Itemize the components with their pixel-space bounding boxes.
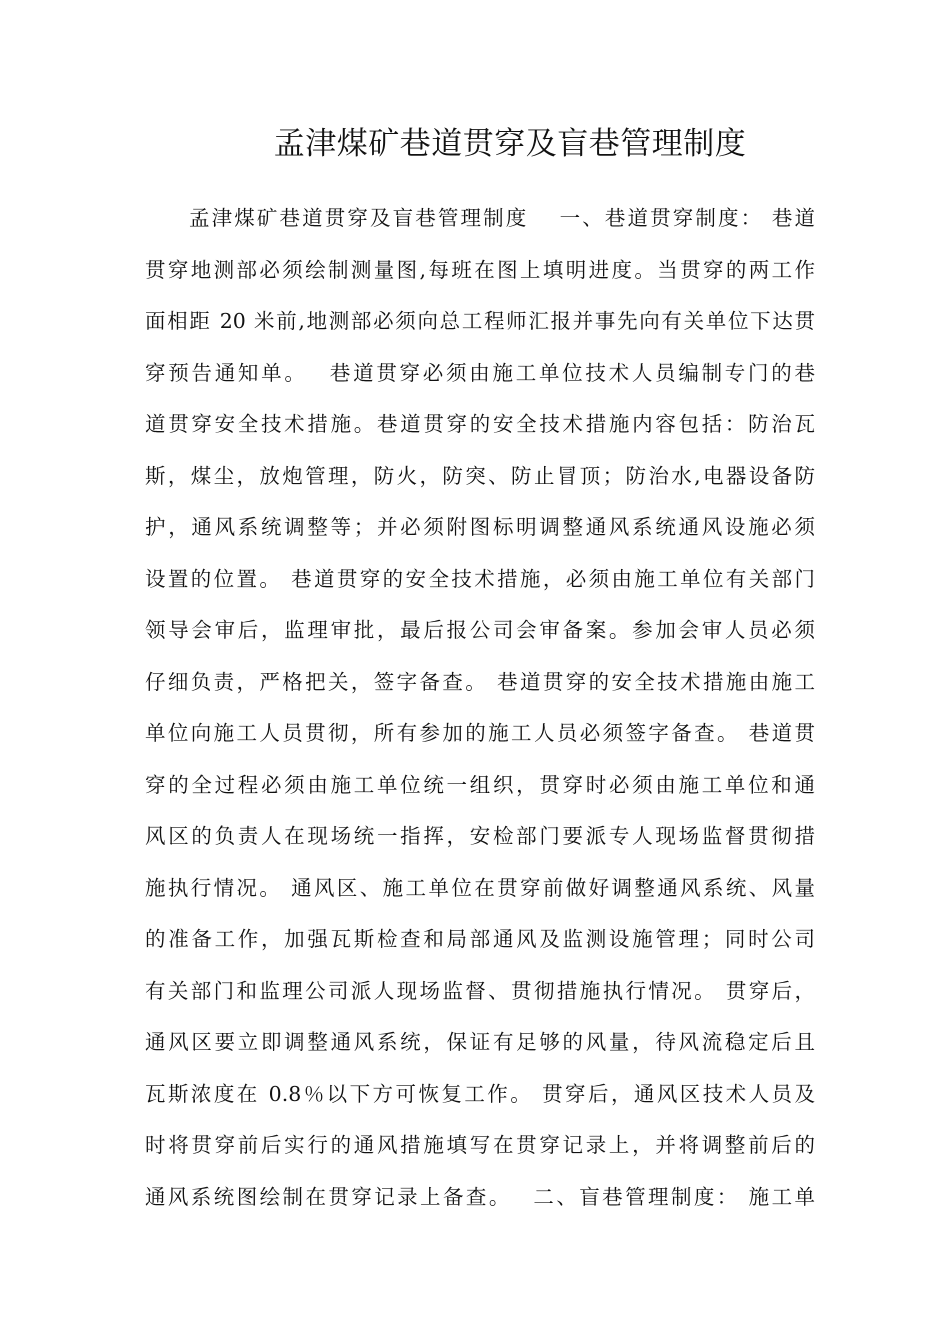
body-line: 有关部门和监理公司派人现场监督、贯彻措施执行情况。 贯穿后， (145, 978, 815, 1003)
body-line: 时将贯穿前后实行的通风措施填写在贯穿记录上，并将调整前后的 (145, 1133, 815, 1157)
body-line: 孟津煤矿巷道贯穿及盲巷管理制度 一、巷道贯穿制度： 巷道 (189, 206, 815, 230)
body-line: 仔细负责，严格把关，签字备查。 巷道贯穿的安全技术措施由施工 (145, 669, 815, 694)
body-line: 护，通风系统调整等；并必须附图标明调整通风系统通风设施必须 (145, 515, 815, 539)
body-line: 通风系统图绘制在贯穿记录上备查。 二、盲巷管理制度： 施工单 (145, 1184, 815, 1209)
body-line: 瓦斯浓度在 0.8％以下方可恢复工作。 贯穿后，通风区技术人员及 (145, 1081, 815, 1106)
body-line: 穿预告通知单。 巷道贯穿必须由施工单位技术人员编制专门的巷 (145, 360, 815, 385)
body-line: 道贯穿安全技术措施。巷道贯穿的安全技术措施内容包括：防治瓦 (145, 412, 815, 436)
body-line: 风区的负责人在现场统一指挥，安检部门要派专人现场监督贯彻措 (145, 824, 815, 848)
document-title: 孟津煤矿巷道贯穿及盲巷管理制度 (273, 126, 747, 162)
body-line: 的准备工作，加强瓦斯检查和局部通风及监测设施管理；同时公司 (145, 927, 815, 951)
body-line: 设置的位置。 巷道贯穿的安全技术措施，必须由施工单位有关部门 (145, 566, 815, 591)
body-line: 领导会审后，监理审批，最后报公司会审备案。参加会审人员必须 (145, 618, 815, 642)
body-line: 贯穿地测部必须绘制测量图,每班在图上填明进度。当贯穿的两工作 (145, 257, 815, 282)
body-line: 面相距 20 米前,地测部必须向总工程师汇报并事先向有关单位下达贯 (145, 309, 815, 333)
body-line: 施执行情况。 通风区、施工单位在贯穿前做好调整通风系统、风量 (145, 875, 815, 900)
body-line: 穿的全过程必须由施工单位统一组织，贯穿时必须由施工单位和通 (145, 772, 815, 797)
body-line: 单位向施工人员贯彻，所有参加的施工人员必须签字备查。 巷道贯 (145, 721, 815, 745)
body-line: 斯，煤尘，放炮管理，防火，防突、防止冒顶；防治水,电器设备防 (145, 463, 815, 488)
body-line: 通风区要立即调整通风系统，保证有足够的风量，待风流稳定后且 (145, 1030, 815, 1054)
document-body (145, 193, 815, 1223)
